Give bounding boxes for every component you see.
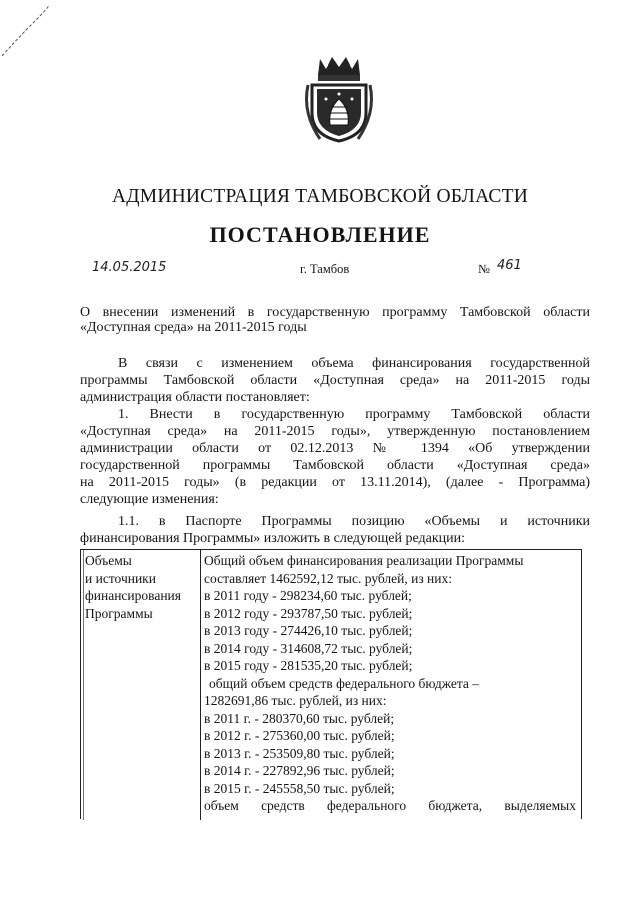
financing-table: [80, 549, 582, 819]
number-label: №: [478, 262, 490, 276]
table-right-cell-line: в 2011 году - 298234,60 тыс. рублей;: [204, 588, 412, 603]
table-right-cell-line: объем средств федерального бюджета, выделяемых: [204, 798, 576, 813]
body-line: государственной программы Тамбовской области «Доступная среда»: [80, 458, 590, 473]
table-right-cell-line: в 2013 году - 274426,10 тыс. рублей;: [204, 623, 413, 638]
coat-of-arms-emblem: [300, 55, 378, 143]
document-type-title: ПОСТАНОВЛЕНИЕ: [209, 222, 431, 247]
title-line: «Доступная среда» на 2011-2015 годы: [80, 320, 307, 335]
body-line: следующие изменения:: [80, 492, 219, 507]
handwritten-number: 461: [497, 258, 522, 273]
table-right-cell-line: в 2012 г. - 275360,00 тыс. рублей;: [204, 728, 395, 743]
table-right-cell-line: в 2015 г. - 245558,50 тыс. рублей;: [204, 780, 395, 796]
corner-pencil-mark: [0, 0, 60, 60]
city-label: г. Тамбов: [300, 262, 350, 276]
body-line: финансирования Программы» изложить в следующей редакции:: [80, 531, 465, 546]
body-line: на 2011-2015 годы» (в редакции от 13.11.2014), (далее - Программа): [80, 475, 590, 490]
title-line: О внесении изменений в государственную программу Тамбовской области: [80, 305, 590, 320]
table-left-cell-line: Объемы: [85, 553, 132, 568]
body-line: 1.1. в Паспорте Программы позицию «Объемы и источники: [118, 514, 590, 529]
table-right-cell-line: 1282691,86 тыс. рублей, из них:: [204, 693, 387, 708]
body-line: 1. Внести в государственную программу Тамбовской области: [118, 407, 590, 422]
organization-name: АДМИНИСТРАЦИЯ ТАМБОВСКОЙ ОБЛАСТИ: [112, 186, 528, 207]
table-right-cell-line: в 2013 г. - 253509,80 тыс. рублей;: [204, 745, 395, 761]
handwritten-date: 14.05.2015: [92, 260, 167, 275]
table-right-cell-line: составляет 1462592,12 тыс. рублей, из них:: [204, 570, 453, 586]
body-line: В связи с изменением объема финансирования государственной: [118, 356, 590, 371]
body-line: «Доступная среда» на 2011-2015 годы», утвержденную постановлением: [80, 424, 590, 439]
body-line: администрация области постановляет:: [80, 390, 310, 405]
table-left-cell-line: финансирования: [85, 588, 181, 603]
table-right-cell-line: общий объем средств федерального бюджета –: [209, 675, 480, 691]
table-right-cell-line: в 2014 г. - 227892,96 тыс. рублей;: [204, 763, 395, 778]
table-right-cell-line: в 2015 году - 281535,20 тыс. рублей;: [204, 658, 413, 673]
table-left-border-inner: [83, 550, 84, 820]
table-left-cell-line: и источники: [85, 570, 156, 586]
table-right-cell-line: в 2011 г. - 280370,60 тыс. рублей;: [204, 710, 395, 726]
table-right-cell-line: в 2014 году - 314608,72 тыс. рублей;: [204, 640, 413, 656]
body-line: программы Тамбовской области «Доступная среда» на 2011-2015 годы: [80, 373, 590, 388]
table-column-divider: [200, 550, 201, 820]
table-right-cell-line: в 2012 году - 293787,50 тыс. рублей;: [204, 605, 413, 621]
table-left-cell-line: Программы: [85, 605, 153, 621]
body-line: администрации области от 02.12.2013 № 1394 «Об утверждении: [80, 441, 590, 456]
table-right-cell-line: Общий объем финансирования реализации Программы: [204, 553, 524, 568]
